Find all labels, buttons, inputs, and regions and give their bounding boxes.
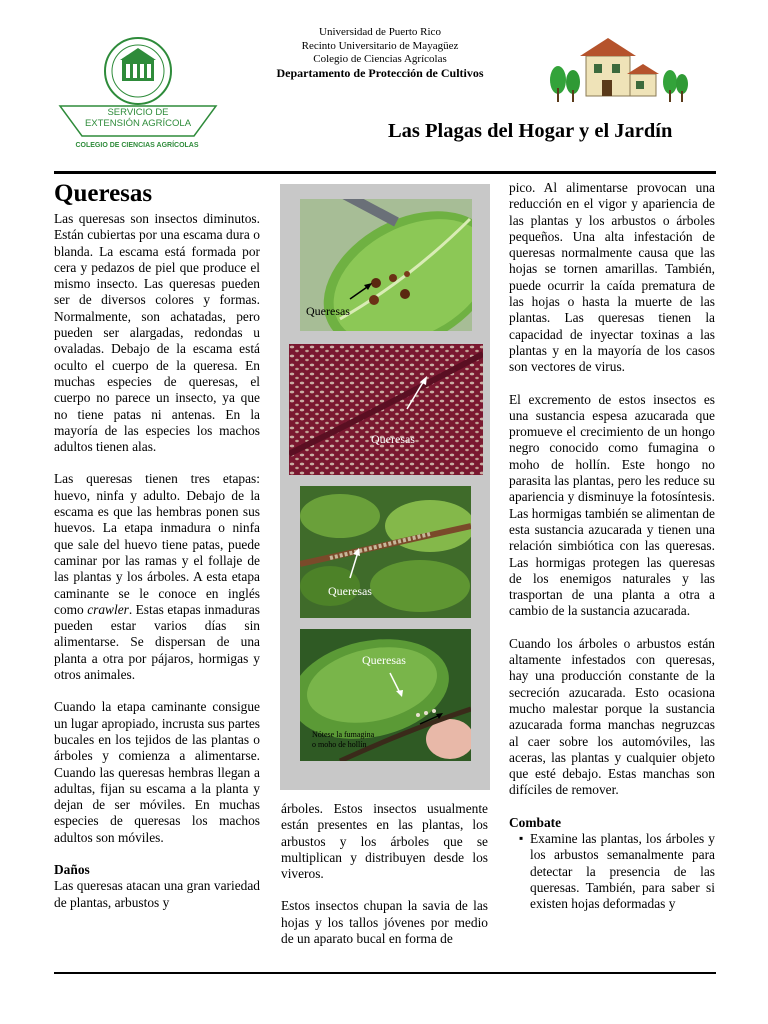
bottom-divider — [54, 972, 716, 974]
branch-photo-icon — [300, 486, 471, 618]
paragraph: Las queresas atacan una gran variedad de plantas, arbustos y — [54, 878, 260, 910]
photo-red-leaf-scales — [289, 344, 483, 475]
photo-label: Queresas — [362, 653, 406, 667]
photo-label: Queresas — [328, 584, 372, 598]
paragraph: Cuando los árboles o arbustos están altamente infestados con queresas, hay una producción constante de la secreción azucarada. Esto ocasiona mucho malestar porque la sustancia azucarada forma manchas negruzcas al caer sobre los automóviles, las aceras, las plantas y cualquier objeto que esté debajo. Estas manchas son difíciles de remover. — [509, 635, 715, 798]
paragraph: El excremento de estos insectos es una sustancia espesa azucarada que promueve el crecimiento de un hongo negro conocido como fumagina o moho de hollín. Este hongo no parasita las plantas, pero les reduce su apariencia y disminuye la fotosíntesis. Las hormigas también se alimentan de esta sustancia azucarada y tienen una relación simbiótica con las queresas. Las hormigas protegen las queresas de los enemigos naturales y las trasportan de una planta a otra a cambio de la sustancia azucarada. — [509, 391, 715, 619]
house-icon — [546, 36, 692, 104]
university-seal-icon — [56, 36, 218, 154]
paragraph: árboles. Estos insectos usualmente están presentes en las plantas, los arbustos y los árboles que se multiplican y distribuyen desde los viveros. — [281, 801, 488, 882]
paragraph: Cuando la etapa caminante consigue un lugar apropiado, incrusta sus partes bucales en los tejidos de las plantas o árboles y comienza a alimentarse. Cuando las queresas hembras llegan a adultas, fijan su escama a la planta y dejan de ser móviles. En muchas especies de queresas los machos adultos son móviles. — [54, 699, 261, 845]
photo-branch-scales — [300, 486, 471, 618]
photo-leaf-scales — [300, 199, 472, 331]
campus-name: Recinto Universitario de Mayagüez — [301, 39, 459, 52]
section-heading-combate: Combate — [509, 814, 562, 830]
section-heading-danos: Daños — [54, 861, 90, 877]
paragraph: Las queresas son insectos diminutos. Están cubiertas por una escama dura o blanda. La escama está formada por cera y pedazos de piel que produce el mismo insecto. Las queresas pueden ser de diversos colores y formas. Normalmente, son achatadas, pero pueden ser alargadas, redondas u ovaladas. Debajo de la escama está oculto el cuerpo de la queresa. En muchas especies de queresas, el cuerpo no parece un insecto, ya que no tiene patas ni antenas. En la mayoría de las especies los machos adultos tienen alas. — [54, 211, 260, 455]
photo-sooty-mold — [300, 629, 471, 761]
logo-service-line2: EXTENSIÓN AGRÍCOLA — [84, 118, 192, 129]
photo-panel — [280, 184, 490, 790]
document-title: Las Plagas del Hogar y el Jardín — [388, 120, 673, 142]
red-leaf-photo-icon — [289, 344, 483, 475]
paragraph: Las queresas tienen tres etapas: huevo, ninfa y adulto. Debajo de la escama es que las hembras ponen sus huevos. La etapa inmadura o ninfa que sale del huevo tiene patas, puede caminar por las ramas y el follaje de las plantas y los árboles. A esta etapa caminante se le conoce en inglés como crawler. Estas etapas inmaduras pueden estar varios días sin alimentarse. Se dispersan de una planta a otra por pájaros, hormigas y otros animales. — [54, 471, 260, 683]
department-name: Departamento de Protección de Cultivos — [276, 65, 484, 80]
header-institution — [230, 26, 530, 80]
paragraph: pico. Al alimentarse provocan una reducción en el vigor y apariencia de las plantas y los arbustos o árboles pequeños. Una alta infestación de queresas normalmente causa que las hojas se tornen amarillas. También, puede ocurrir la caída prematura de las hojas o hasta la muerte de las plantas. Las queresas tienen la capacidad de inyectar toxinas a las plantas y en la mayoría de los casos son vectores de virus. — [509, 180, 715, 375]
photo-label: Queresas — [371, 432, 415, 446]
top-divider — [54, 171, 716, 174]
logo-college-line: COLEGIO DE CIENCIAS AGRÍCOLAS — [75, 142, 199, 149]
logo-service-line1: SERVICIO DE — [107, 107, 169, 118]
paragraph: Estos insectos chupan la savia de las hojas y los tallos jóvenes por medio de un aparato bucal en forma de — [281, 898, 488, 947]
photo-label: Queresas — [306, 304, 350, 318]
house-illustration — [546, 36, 692, 104]
column-1 — [54, 211, 260, 911]
photo-note: Nótese la fumagina o moho de hollín — [312, 730, 375, 749]
column-2 — [281, 801, 488, 947]
extension-logo — [56, 36, 218, 154]
list-item: ▪ Examine las plantas, los árboles y los arbustos semanalmente para detectar la presencia de las queresas. También, para saber si existen hojas deformadas y — [509, 831, 715, 912]
college-name: Colegio de Ciencias Agrícolas — [313, 53, 447, 65]
column-3 — [509, 180, 715, 912]
article-title: Queresas — [54, 180, 153, 207]
university-name: Universidad de Puerto Rico — [319, 26, 441, 38]
